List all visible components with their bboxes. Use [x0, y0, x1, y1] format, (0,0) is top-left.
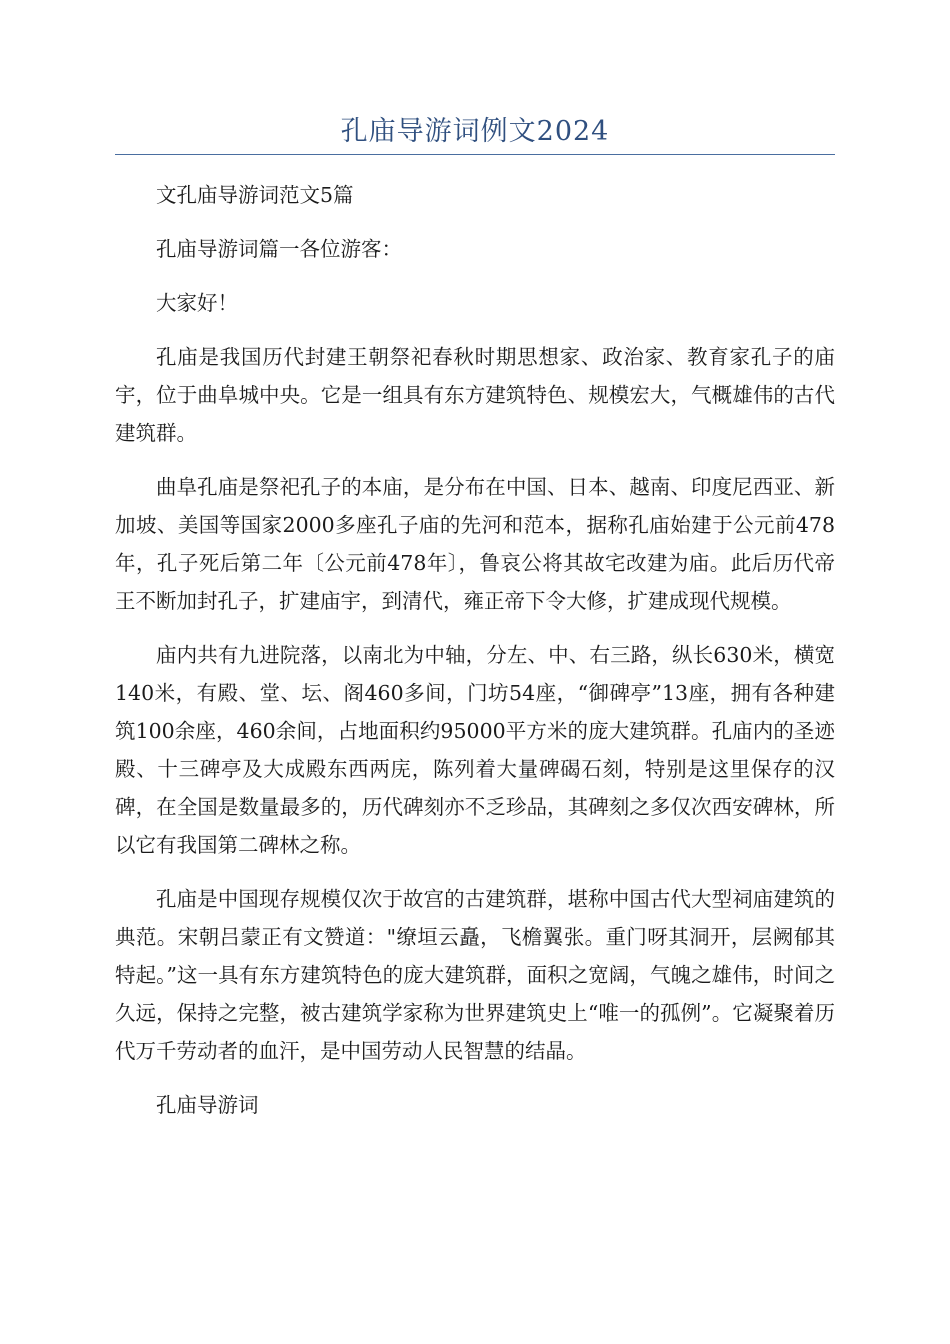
- paragraph-layout: 庙内共有九进院落，以南北为中轴，分左、中、右三路，纵长630米，横宽140米，有殿、堂、坛、阁460多间，门坊54座，“御碑亭”13座，拥有各种建筑100余座，460余间，占地面积约95000平方米的庞大建筑群。孔庙内的圣迹殿、十三碑亭及大成殿东西两庑，陈列着大量碑碣石刻，特别是这里保存的汉碑，在全国是数量最多的，历代碑刻亦不乏珍品，其碑刻之多仅次西安碑林，所以它有我国第二碑林之称。: [115, 643, 835, 857]
- title-divider: [115, 154, 835, 155]
- paragraph-history: 曲阜孔庙是祭祀孔子的本庙，是分布在中国、日本、越南、印度尼西亚、新加坡、美国等国家2000多座孔子庙的先河和范本，据称孔庙始建于公元前478年，孔子死后第二年〔公元前478年〕，鲁哀公将其故宅改建为庙。此后历代帝王不断加封孔子，扩建庙宇，到清代，雍正帝下令大修，扩建成现代规模。: [115, 475, 835, 613]
- paragraph-section-heading: 孔庙导游词篇一各位游客：: [156, 237, 402, 261]
- document-body: [115, 176, 835, 1140]
- paragraph-significance: 孔庙是中国现存规模仅次于故宫的古建筑群，堪称中国古代大型祠庙建筑的典范。宋朝吕蒙正有文赞道："缭垣云矗，飞檐翼张。重门呀其洞开，层阙郁其特起。”这一具有东方建筑特色的庞大建筑群，面积之宽阔，气魄之雄伟，时间之久远，保持之完整，被古建筑学家称为世界建筑史上“唯一的孤例”。它凝聚着历代万千劳动者的血汗，是中国劳动人民智慧的结晶。: [115, 887, 835, 1063]
- paragraph-next-heading: 孔庙导游词: [156, 1093, 259, 1117]
- paragraph-intro: 孔庙是我国历代封建王朝祭祀春秋时期思想家、政治家、教育家孔子的庙宇，位于曲阜城中央。它是一组具有东方建筑特色、规模宏大，气概雄伟的古代建筑群。: [115, 345, 835, 445]
- paragraph-subtitle: 文孔庙导游词范文5篇: [156, 183, 354, 207]
- document-title: 孔庙导游词例文2024: [340, 116, 610, 147]
- paragraph-greeting: 大家好！: [156, 291, 238, 315]
